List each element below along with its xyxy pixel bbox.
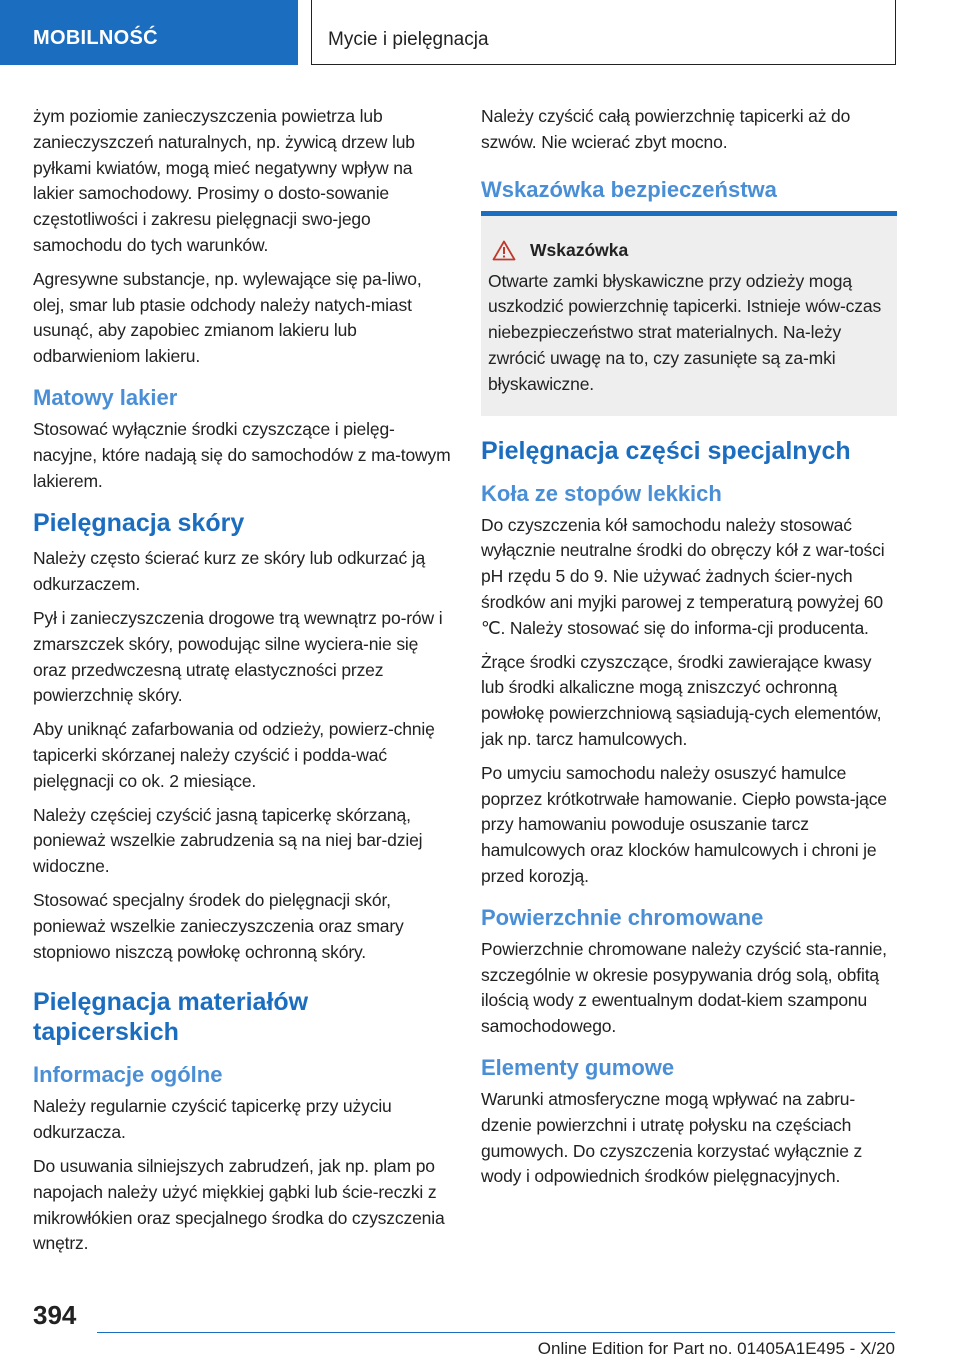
paragraph: Powierzchnie chromowane należy czyścić sta-rannie, szczególnie w okresie posypywania dróg solą, obfitą ilością wody z ewentualnym dodat-kiem szamponu samochodowego. xyxy=(481,938,887,1037)
notice-text: Otwarte zamki błyskawiczne przy odzieży mogą uszkodzić powierzchnię tapicerki. Istnieje wów-czas niebezpieczeństwo strat materialnych. Na-leży zwrócić uwagę na to, czy zasunięte są za-mki błyskawiczne. xyxy=(488,270,882,394)
paragraph: Żrące środki czyszczące, środki zawierające kwasy lub środki alkaliczne mogą zniszczyć ochronną powłokę powierzchniową sąsiadują-cych elementów, jak np. tarcz hamulcowych. xyxy=(481,651,882,749)
paragraph: Agresywne substancje, np. wylewające się pa-liwo, olej, smar lub ptasie odchody należy natych-miast usunąć, aby zapobiec zmianom lakieru lub odbarwieniom lakieru. xyxy=(33,268,422,367)
paragraph: Po umyciu samochodu należy osuszyć hamulce poprzez krótkotrwałe hamowanie. Ciepło powsta-jące przy hamowaniu powoduje osuszanie tarcz hamulcowych oraz klocków hamulcowych i chroni je przed korozją. xyxy=(481,762,887,886)
heading-safety-notice: Wskazówka bezpieczeństwa xyxy=(481,176,777,202)
paragraph: Pył i zanieczyszczenia drogowe trą wewnątrz po-rów i zmarszczek skóry, powodując silne wyciera-nie się oraz przedwczesną utratę elastyczności przez powierzchnię skóry. xyxy=(33,607,443,706)
header-section-tab xyxy=(0,0,298,65)
paragraph: Stosować specjalny środek do pielęgnacji skór, ponieważ wszelkie zanieczyszczenia oraz smary stopniowo niszczą powłokę ochronną skóry. xyxy=(33,889,404,962)
header-chapter-label: Mycie i pielęgnacja xyxy=(328,29,489,50)
footer-divider xyxy=(97,1332,895,1333)
header-chapter-box xyxy=(311,0,896,65)
heading-general-info: Informacje ogólne xyxy=(33,1062,223,1088)
heading-alloy-wheels: Koła ze stopów lekkich xyxy=(481,480,722,506)
heading-special-parts-care: Pielęgnacja części specjalnych xyxy=(481,436,851,465)
paragraph: Należy częściej czyścić jasną tapicerkę skórzaną, ponieważ wszelkie zabrudzenia są na niej bar-dziej widoczne. xyxy=(33,804,423,877)
paragraph: Należy czyścić całą powierzchnię tapicerki aż do szwów. Nie wcierać zbyt mocno. xyxy=(481,106,851,152)
paragraph: żym poziomie zanieczyszczenia powietrza lub zanieczyszczeń naturalnych, np. żywicą drzew lub pyłkami kwiatów, mogą mieć negatywny wpływ na lakier samochodowy. Prosimy o dosto-sowanie częstotliwości i zakresu pielęgnacji swo-jego samochodu do tych warunków. xyxy=(33,106,415,255)
warning-triangle-icon xyxy=(492,240,516,261)
heading-chrome-surfaces: Powierzchnie chromowane xyxy=(481,904,764,930)
paragraph: Stosować wyłącznie środki czyszczące i pielęg-nacyjne, które nadają się do samochodów z ma-towym lakierem. xyxy=(33,418,451,491)
paragraph: Warunki atmosferyczne mogą wpływać na zabru-dzenie powierzchni i utratę połysku na częściach gumowych. Do czyszczenia korzystać wyłącznie z wody i odpowiednich środków pielęgnacyjnych. xyxy=(481,1088,863,1187)
paragraph: Do usuwania silniejszych zabrudzeń, jak np. plam po napojach należy użyć miękkiej gąbki lub ście-reczki z mikrowłókien oraz specjalnego środka do czyszczenia wnętrz. xyxy=(33,1155,445,1254)
notice-title: Wskazówka xyxy=(530,239,629,260)
page-number: 394 xyxy=(33,1300,77,1330)
footer-edition: Online Edition for Part no. 01405A1E495 - X/20 xyxy=(537,1339,895,1358)
paragraph: Aby uniknąć zafarbowania od odzieży, powierz-chnię tapicerki skórzanej należy czyścić i podda-wać pielęgnacji co ok. 2 miesiące. xyxy=(33,719,435,791)
heading-upholstery-care: Pielęgnacja materiałów tapicerskich xyxy=(33,988,309,1047)
heading-rubber-parts: Elementy gumowe xyxy=(481,1054,675,1080)
safety-notice-box xyxy=(481,211,897,416)
right-column xyxy=(481,104,897,1198)
paragraph: Do czyszczenia kół samochodu należy stosować wyłącznie neutralne środki do obręczy kół z war-tości pH rzędu 5 do 9. Nie używać żadnych ścier-nych środków ani myjki parowej z temperaturą powyżej 60 ℃. Należy stosować się do informa-cji producenta. xyxy=(481,514,885,638)
header-section-label: MOBILNOŚĆ xyxy=(33,27,158,49)
heading-matte-paint: Matowy lakier xyxy=(33,384,178,410)
left-column xyxy=(33,104,453,1265)
paragraph: Należy regularnie czyścić tapicerkę przy użyciu odkurzacza. xyxy=(33,1096,392,1143)
heading-leather-care: Pielęgnacja skóry xyxy=(33,509,245,538)
paragraph: Należy często ścierać kurz ze skóry lub odkurzać ją odkurzaczem. xyxy=(33,548,426,595)
notice-header xyxy=(488,240,889,261)
